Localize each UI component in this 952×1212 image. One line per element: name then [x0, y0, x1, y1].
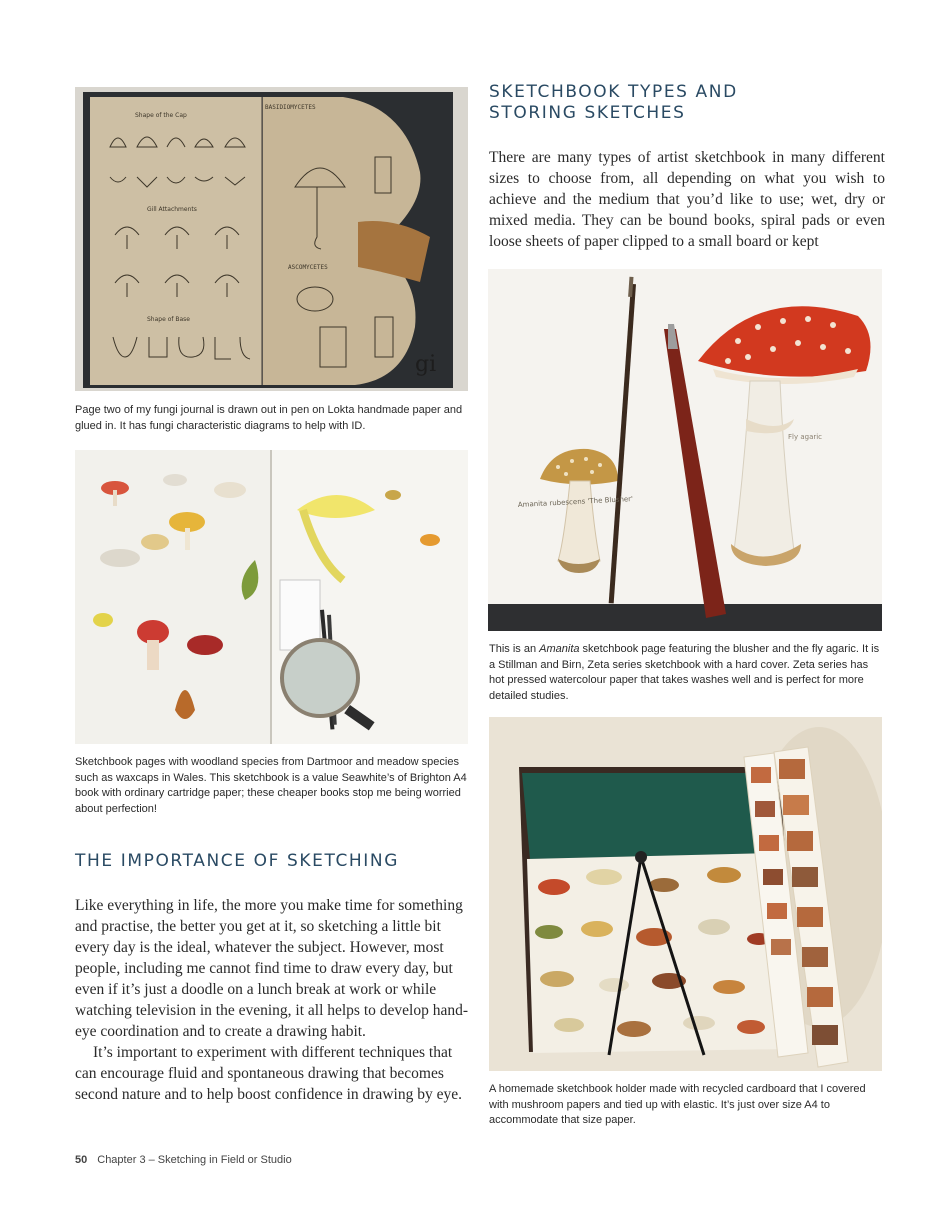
photo1-base-label: Shape of Base — [147, 316, 190, 323]
sketchbook-types-heading — [489, 82, 738, 124]
photo3-caption-genus: Amanita — [539, 643, 580, 655]
photo3-blusher-label: Amanita rubescens 'The Blusher' — [517, 494, 634, 509]
fungi-journal-photo — [75, 87, 468, 391]
photo3-caption — [489, 642, 884, 704]
photo1-fungi-label: gi — [415, 352, 437, 377]
photo3-agaric-label: Fly agaric — [788, 433, 823, 441]
sketchbook-holder-photo — [489, 717, 882, 1071]
amanita-page-photo — [488, 269, 882, 631]
heading-line-2: STORING SKETCHES — [489, 103, 686, 123]
photo3-caption-start: This is an — [489, 643, 540, 655]
photo3-caption-end: sketchbook page featuring the blusher and the fly agaric. It is a Stillman and Birn, Zeta series sketchbook with a hard cover. Zeta series has hot pressed watercolour paper that takes washes well and is perfect for more detailed studies. — [489, 643, 880, 702]
photo1-caption: Page two of my fungi journal is drawn out in pen on Lokta handmade paper and glued in. It has fungi characteristic diagrams to help with ID. — [75, 404, 463, 432]
sketchbook-types-para: There are many types of artist sketchbook in many different sizes to choose from, all depending on what you wish to achieve and the medium that you’d like to use; wet, dry or mixed media. They can be bound books, spiral pads or even loose sheets of paper clipped to a small board or kept — [489, 149, 885, 250]
importance-para-2: It’s important to experiment with different techniques that can encourage fluid and spontaneous drawing that becomes second nature and to help boost confidence in drawing by eye. — [75, 1044, 462, 1103]
photo1-title-label: BASIDIOMYCETES — [265, 104, 316, 111]
woodland-sketchbook-photo — [75, 450, 468, 744]
chapter-title: Chapter 3 – Sketching in Field or Studio — [97, 1154, 292, 1166]
photo2-caption: Sketchbook pages with woodland species from Dartmoor and meadow species such as waxcaps in Wales. This sketchbook is a value Seawhite’s of Brighton A4 book with ordinary cartridge paper; these cheaper books stop me being worried about perfection! — [75, 756, 467, 815]
importance-heading: THE IMPORTANCE OF SKETCHING — [75, 851, 400, 871]
page-footer — [75, 1154, 292, 1166]
importance-para-1: Like everything in life, the more you make time for something and practise, the better you get at it, so sketching a little bit every day is the ideal, whatever the subject. However, most people, including me cannot find time to draw every day, but even if it’s just a doodle on a lunch break at work or while watching television in the evening, it all helps to develop hand-eye coordination and to create a drawing habit. — [75, 897, 469, 1040]
photo4-caption: A homemade sketchbook holder made with recycled cardboard that I covered with mushroom papers and tied up with elastic. It’s just over size A4 to accommodate that size paper. — [489, 1083, 866, 1126]
photo1-gill-label: Gill Attachments — [147, 206, 197, 213]
photo1-cap-label: Shape of the Cap — [135, 112, 187, 119]
heading-line-1: SKETCHBOOK TYPES AND — [489, 82, 738, 102]
page-number: 50 — [75, 1154, 88, 1166]
photo1-asco-label: ASCOMYCETES — [288, 264, 328, 271]
importance-text — [75, 895, 470, 1105]
